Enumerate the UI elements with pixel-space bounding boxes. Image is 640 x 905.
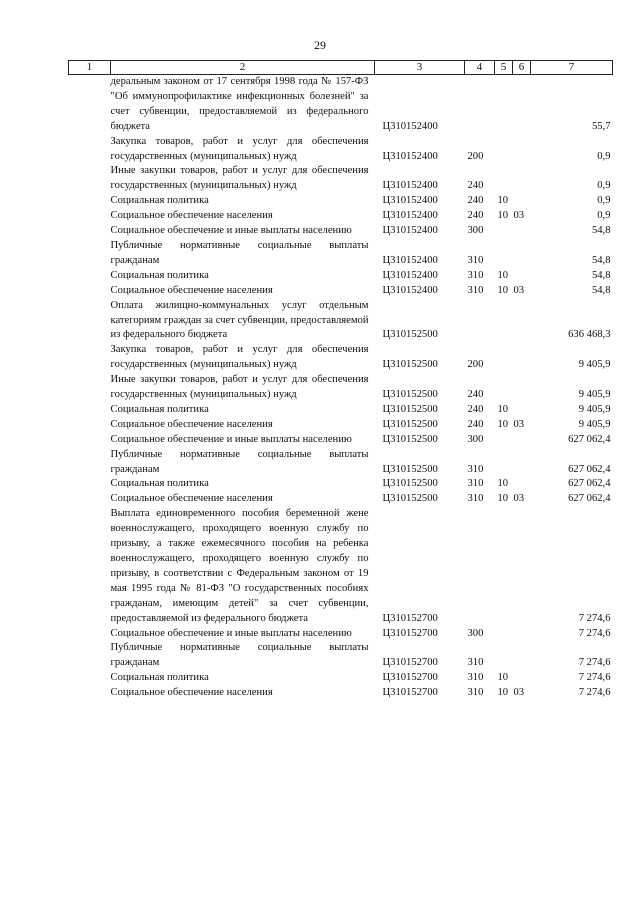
row-target-code: Ц310152400 [382, 120, 438, 132]
row-name: Социальная политика [110, 478, 209, 490]
row-target-code: Ц310152400 [382, 254, 438, 266]
table-row [69, 433, 613, 448]
header-col-3: 3 [375, 61, 465, 75]
row-expense-type: 310 [467, 687, 484, 699]
row-name: Социальное обеспечение населения [110, 284, 273, 296]
row-subsection [513, 343, 531, 373]
row-target-code: Ц310152500 [382, 418, 438, 430]
row-amount: 0,9 [597, 180, 611, 192]
row-name: Социальная политика [110, 269, 209, 281]
header-col-1: 1 [69, 61, 111, 75]
row-number-cell [69, 224, 111, 239]
row-subsection [513, 403, 531, 418]
row-amount: 9 405,9 [578, 403, 611, 415]
row-amount: 7 274,6 [578, 627, 611, 639]
row-amount: 7 274,6 [578, 672, 611, 684]
budget-table [68, 60, 613, 701]
table-body [69, 75, 613, 702]
row-amount: 627 062,4 [568, 493, 611, 505]
table-row [69, 209, 613, 224]
row-target-code: Ц310152400 [382, 180, 438, 192]
row-target-code: Ц310152500 [382, 389, 438, 401]
row-amount: 7 274,6 [578, 657, 611, 669]
row-number-cell [69, 507, 111, 626]
row-section: 10 [497, 403, 509, 415]
row-number-cell [69, 284, 111, 299]
row-name: Социальное обеспечение населения [110, 493, 273, 505]
row-name: Социальное обеспечение и иные выплаты населению [110, 433, 352, 445]
row-expense-type: 310 [467, 657, 484, 669]
row-name: Социальное обеспечение и иные выплаты населению [110, 627, 352, 639]
row-subsection [513, 299, 531, 344]
row-target-code: Ц310152400 [382, 150, 438, 162]
table-row [69, 477, 613, 492]
table-row [69, 627, 613, 642]
row-number-cell [69, 343, 111, 373]
row-name: Социальное обеспечение и иные выплаты населению [110, 225, 352, 237]
row-expense-type: 310 [467, 493, 484, 505]
row-section: 10 [497, 687, 509, 699]
row-section [495, 373, 513, 403]
header-col-7: 7 [531, 61, 613, 75]
row-number-cell [69, 209, 111, 224]
table-row [69, 135, 613, 165]
table-row [69, 418, 613, 433]
row-name: Социальная политика [110, 195, 209, 207]
row-subsection [513, 433, 531, 448]
row-subsection [513, 507, 531, 626]
row-target-code: Ц310152500 [382, 403, 438, 415]
row-section: 10 [497, 269, 509, 281]
row-amount: 627 062,4 [568, 463, 611, 475]
row-section [495, 343, 513, 373]
row-amount: 627 062,4 [568, 478, 611, 490]
row-section: 10 [497, 195, 509, 207]
row-subsection: 03 [513, 210, 525, 222]
row-number-cell [69, 135, 111, 165]
row-expense-type [465, 507, 495, 626]
table-row [69, 448, 613, 478]
row-subsection [513, 373, 531, 403]
row-name: Социальная политика [110, 672, 209, 684]
row-subsection [513, 477, 531, 492]
row-number-cell [69, 641, 111, 671]
header-row [69, 61, 613, 75]
row-target-code: Ц310152700 [382, 627, 438, 639]
row-section [495, 448, 513, 478]
row-subsection [513, 135, 531, 165]
row-subsection [513, 239, 531, 269]
row-section [495, 239, 513, 269]
row-number-cell [69, 433, 111, 448]
row-amount: 0,9 [597, 150, 611, 162]
row-target-code: Ц310152400 [382, 225, 438, 237]
row-name: Публичные нормативные социальные выплаты гражданам [110, 448, 369, 475]
row-section [495, 299, 513, 344]
row-section [495, 507, 513, 626]
row-subsection [513, 448, 531, 478]
row-subsection [513, 164, 531, 194]
row-expense-type: 300 [467, 433, 484, 445]
row-subsection: 03 [513, 284, 525, 296]
row-number-cell [69, 373, 111, 403]
row-subsection [513, 75, 531, 135]
table-row [69, 671, 613, 686]
table-header [69, 61, 613, 75]
row-expense-type: 240 [467, 210, 484, 222]
row-section [495, 641, 513, 671]
row-target-code: Ц310152500 [382, 433, 438, 445]
row-number-cell [69, 164, 111, 194]
table-row [69, 164, 613, 194]
table-row [69, 239, 613, 269]
row-amount: 627 062,4 [568, 433, 611, 445]
row-number-cell [69, 269, 111, 284]
row-number-cell [69, 194, 111, 209]
table-row [69, 343, 613, 373]
row-expense-type: 310 [467, 284, 484, 296]
row-number-cell [69, 671, 111, 686]
header-col-4: 4 [465, 61, 495, 75]
table-row [69, 492, 613, 507]
header-col-6: 6 [513, 61, 531, 75]
row-expense-type: 200 [467, 150, 484, 162]
row-target-code: Ц310152400 [382, 269, 438, 281]
row-number-cell [69, 299, 111, 344]
table-row [69, 224, 613, 239]
row-target-code: Ц310152500 [382, 359, 438, 371]
row-name: Публичные нормативные социальные выплаты гражданам [110, 642, 369, 669]
row-target-code: Ц310152700 [382, 672, 438, 684]
row-expense-type: 310 [467, 478, 484, 490]
row-name: Социальная политика [110, 403, 209, 415]
row-number-cell [69, 418, 111, 433]
row-expense-type: 310 [467, 254, 484, 266]
row-target-code: Ц310152700 [382, 657, 438, 669]
row-amount: 9 405,9 [578, 418, 611, 430]
table-row [69, 194, 613, 209]
row-subsection [513, 269, 531, 284]
table-row [69, 403, 613, 418]
row-number-cell [69, 75, 111, 135]
row-target-code: Ц310152500 [382, 478, 438, 490]
row-expense-type [465, 75, 495, 135]
page-number: 29 [314, 38, 326, 52]
row-section: 10 [497, 493, 509, 505]
table-row [69, 269, 613, 284]
row-expense-type: 240 [467, 403, 484, 415]
row-expense-type: 300 [467, 225, 484, 237]
row-section: 10 [497, 672, 509, 684]
row-name: Оплата жилищно-коммунальных услуг отдельным категориям граждан за счет субвенции, предоставляемой из федерального бюджета [110, 299, 369, 341]
row-amount: 54,8 [591, 284, 611, 296]
row-target-code: Ц310152400 [382, 284, 438, 296]
row-expense-type: 240 [467, 195, 484, 207]
row-subsection [513, 194, 531, 209]
row-expense-type: 200 [467, 359, 484, 371]
row-number-cell [69, 403, 111, 418]
row-amount: 9 405,9 [578, 359, 611, 371]
row-subsection: 03 [513, 687, 525, 699]
row-subsection [513, 627, 531, 642]
row-expense-type: 240 [467, 389, 484, 401]
row-target-code: Ц310152500 [382, 329, 438, 341]
row-target-code: Ц310152700 [382, 687, 438, 699]
row-amount: 9 405,9 [578, 389, 611, 401]
row-subsection [513, 641, 531, 671]
header-col-5: 5 [495, 61, 513, 75]
table-row [69, 373, 613, 403]
row-subsection [513, 671, 531, 686]
row-expense-type: 310 [467, 463, 484, 475]
row-expense-type: 300 [467, 627, 484, 639]
row-amount: 636 468,3 [568, 329, 611, 341]
row-expense-type: 240 [467, 180, 484, 192]
table-row [69, 641, 613, 671]
row-target-code: Ц310152500 [382, 463, 438, 475]
row-amount: 7 274,6 [578, 612, 611, 624]
row-target-code: Ц310152400 [382, 195, 438, 207]
row-name: Выплата единовременного пособия беременной жене военнослужащего, проходящего военную службу по призыву, а также ежемесячного пособия на ребенка военнослужащего, проходящего военную службу по призыву, в соответствии с Федеральным законом от 19 мая 1995 года № 81-ФЗ "О государственных пособиях гражданам, имеющим детей" за счет субвенции, предоставляемой из федерального бюджета [110, 508, 369, 624]
table-row [69, 507, 613, 626]
row-section: 10 [497, 478, 509, 490]
row-amount: 54,8 [591, 225, 611, 237]
table-row [69, 686, 613, 701]
row-section [495, 135, 513, 165]
row-name: деральным законом от 17 сентября 1998 года № 157-ФЗ "Об иммунопрофилактике инфекционных болезней" за счет субвенции, предоставляемой из федерального бюджета [110, 76, 369, 132]
row-section: 10 [497, 210, 509, 222]
row-number-cell [69, 492, 111, 507]
row-expense-type [465, 299, 495, 344]
row-name: Закупка товаров, работ и услуг для обеспечения государственных (муниципальных) нужд [110, 344, 369, 371]
table-row [69, 75, 613, 135]
row-number-cell [69, 627, 111, 642]
row-target-code: Ц310152700 [382, 612, 438, 624]
row-name: Публичные нормативные социальные выплаты гражданам [110, 239, 369, 266]
row-amount: 54,8 [591, 254, 611, 266]
row-name: Социальное обеспечение населения [110, 687, 273, 699]
table-row [69, 299, 613, 344]
row-number-cell [69, 239, 111, 269]
row-number-cell [69, 477, 111, 492]
row-subsection [513, 224, 531, 239]
row-name: Иные закупки товаров, работ и услуг для обеспечения государственных (муниципальных) нужд [110, 374, 369, 401]
row-subsection: 03 [513, 493, 525, 505]
row-section [495, 75, 513, 135]
row-name: Иные закупки товаров, работ и услуг для обеспечения государственных (муниципальных) нужд [110, 165, 369, 192]
row-section [495, 164, 513, 194]
row-number-cell [69, 448, 111, 478]
row-target-code: Ц310152500 [382, 493, 438, 505]
row-section: 10 [497, 418, 509, 430]
row-amount: 7 274,6 [578, 687, 611, 699]
row-amount: 55,7 [591, 120, 611, 132]
row-number-cell [69, 686, 111, 701]
row-target-code: Ц310152400 [382, 210, 438, 222]
row-amount: 0,9 [597, 210, 611, 222]
row-expense-type: 240 [467, 418, 484, 430]
header-col-2: 2 [111, 61, 375, 75]
row-amount: 54,8 [591, 269, 611, 281]
table-row [69, 284, 613, 299]
row-section [495, 627, 513, 642]
row-subsection: 03 [513, 418, 525, 430]
row-section [495, 433, 513, 448]
row-name: Социальное обеспечение населения [110, 418, 273, 430]
row-name: Социальное обеспечение населения [110, 210, 273, 222]
row-expense-type: 310 [467, 269, 484, 281]
row-amount: 0,9 [597, 195, 611, 207]
row-expense-type: 310 [467, 672, 484, 684]
row-section: 10 [497, 284, 509, 296]
row-section [495, 224, 513, 239]
row-name: Закупка товаров, работ и услуг для обеспечения государственных (муниципальных) нужд [110, 135, 369, 162]
